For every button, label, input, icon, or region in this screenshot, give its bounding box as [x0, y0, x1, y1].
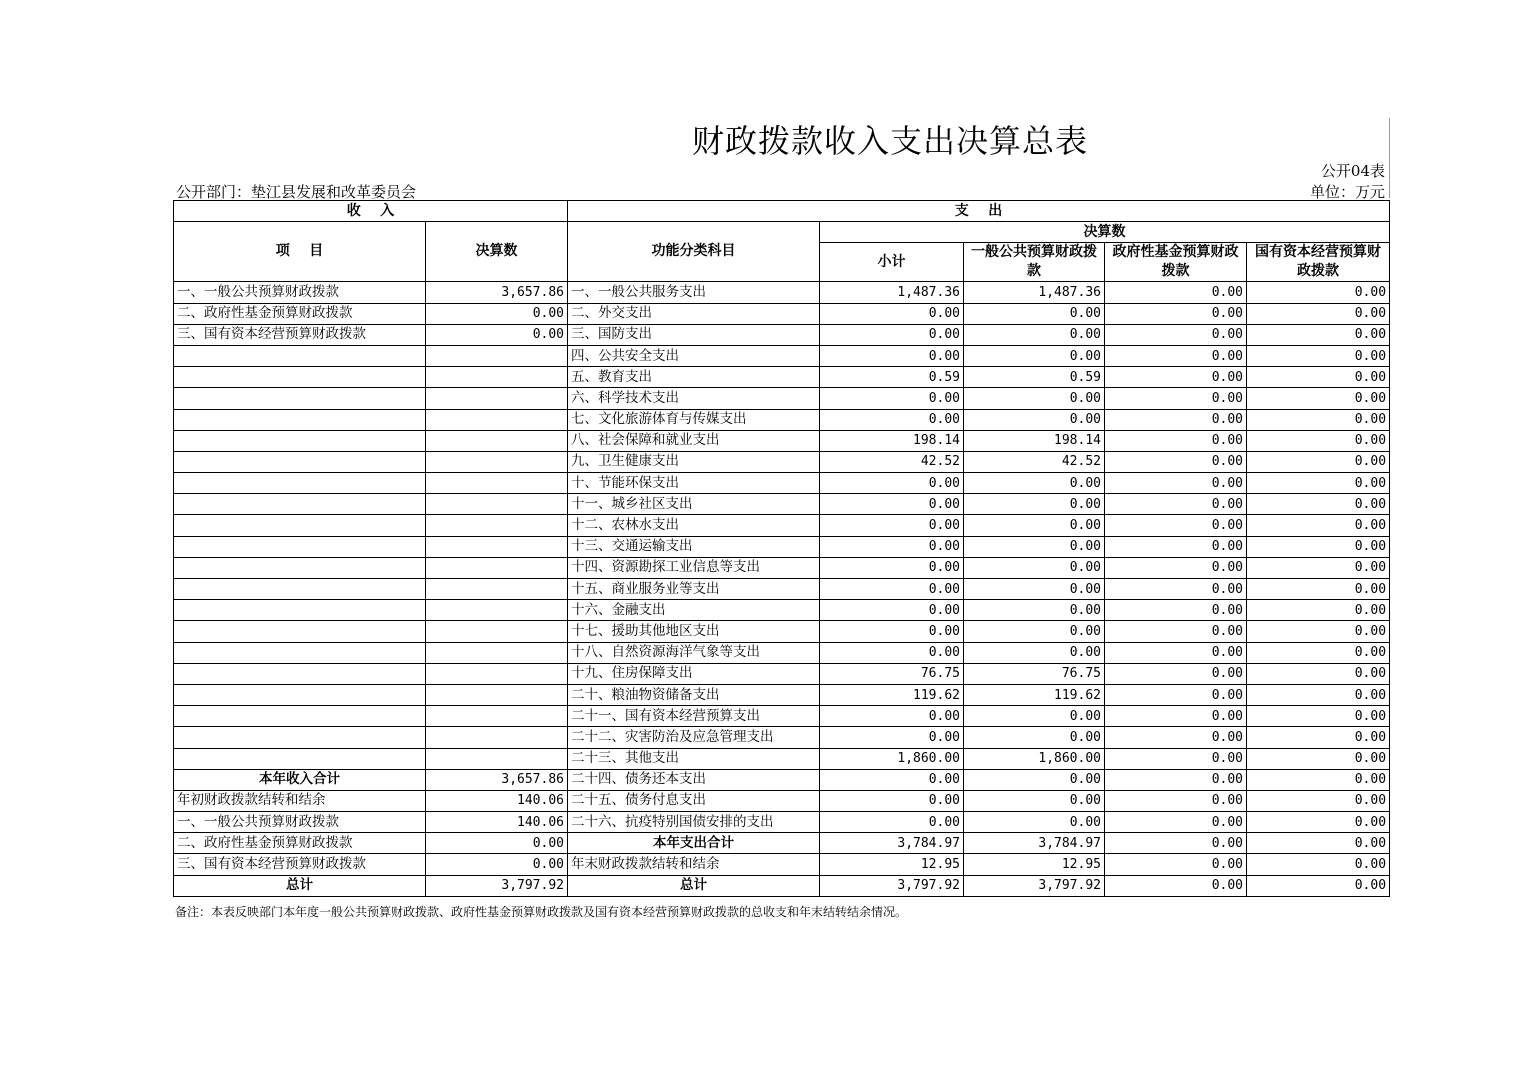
income-amount-cell [426, 515, 568, 536]
state-capital-cell: 0.00 [1247, 557, 1390, 578]
table-row [174, 367, 1390, 388]
func-category-cell: 十三、交通运输支出 [568, 536, 820, 557]
state-capital-cell: 0.00 [1247, 324, 1390, 345]
income-amount-cell [426, 748, 568, 769]
income-amount-header: 决算数 [426, 222, 568, 282]
func-category-cell: 二十一、国有资本经营预算支出 [568, 706, 820, 727]
form-number: 公开04表 [1320, 162, 1385, 180]
general-budget-cell: 3,797.92 [964, 875, 1105, 896]
page-divider-line [1389, 118, 1390, 198]
income-amount-cell [426, 579, 568, 600]
func-category-cell: 二十二、灾害防治及应急管理支出 [568, 727, 820, 748]
general-budget-cell: 0.00 [964, 303, 1105, 324]
table-row [174, 303, 1390, 324]
general-budget-cell: 0.00 [964, 536, 1105, 557]
income-amount-cell [426, 557, 568, 578]
subtotal-cell: 0.00 [820, 473, 964, 494]
table-row [174, 494, 1390, 515]
gov-fund-cell: 0.00 [1105, 494, 1247, 515]
gov-fund-cell: 0.00 [1105, 621, 1247, 642]
state-capital-cell: 0.00 [1247, 812, 1390, 833]
subtotal-cell: 0.00 [820, 621, 964, 642]
state-capital-cell: 0.00 [1247, 684, 1390, 705]
subtotal-cell: 0.00 [820, 579, 964, 600]
subtotal-cell: 0.00 [820, 727, 964, 748]
func-category-cell: 五、教育支出 [568, 367, 820, 388]
income-amount-cell: 3,657.86 [426, 282, 568, 303]
income-item-cell: 一、一般公共预算财政拨款 [174, 812, 426, 833]
income-amount-cell [426, 600, 568, 621]
subtotal-cell: 198.14 [820, 430, 964, 451]
general-budget-cell: 3,784.97 [964, 833, 1105, 854]
income-amount-cell [426, 706, 568, 727]
func-category-cell: 十一、城乡社区支出 [568, 494, 820, 515]
table-row [174, 451, 1390, 472]
general-budget-cell: 0.00 [964, 557, 1105, 578]
income-amount-cell: 0.00 [426, 854, 568, 875]
income-amount-cell [426, 642, 568, 663]
budget-table [173, 200, 1390, 897]
income-amount-cell [426, 621, 568, 642]
general-budget-cell: 12.95 [964, 854, 1105, 875]
state-capital-cell: 0.00 [1247, 430, 1390, 451]
func-category-cell: 总计 [568, 875, 820, 896]
income-amount-cell [426, 663, 568, 684]
general-budget-header: 一般公共预算财政拨款 [964, 243, 1105, 282]
table-row [174, 324, 1390, 345]
general-budget-cell: 0.00 [964, 345, 1105, 366]
state-capital-cell: 0.00 [1247, 579, 1390, 600]
general-budget-cell: 0.00 [964, 388, 1105, 409]
state-capital-cell: 0.00 [1247, 621, 1390, 642]
state-capital-cell: 0.00 [1247, 494, 1390, 515]
state-capital-cell: 0.00 [1247, 536, 1390, 557]
table-row [174, 473, 1390, 494]
state-capital-cell: 0.00 [1247, 748, 1390, 769]
gov-fund-cell: 0.00 [1105, 727, 1247, 748]
table-row [174, 684, 1390, 705]
func-category-cell: 六、科学技术支出 [568, 388, 820, 409]
general-budget-cell: 0.59 [964, 367, 1105, 388]
income-item-cell: 三、国有资本经营预算财政拨款 [174, 854, 426, 875]
income-item-cell [174, 409, 426, 430]
table-row [174, 663, 1390, 684]
income-item-cell [174, 557, 426, 578]
subtotal-cell: 0.00 [820, 303, 964, 324]
table-row [174, 790, 1390, 811]
income-item-cell: 一、一般公共预算财政拨款 [174, 282, 426, 303]
gov-fund-cell: 0.00 [1105, 324, 1247, 345]
header-row-2 [174, 222, 1390, 243]
func-category-cell: 十五、商业服务业等支出 [568, 579, 820, 600]
subtotal-cell: 0.00 [820, 600, 964, 621]
table-row [174, 536, 1390, 557]
income-amount-cell [426, 409, 568, 430]
func-category-cell: 十二、农林水支出 [568, 515, 820, 536]
state-capital-cell: 0.00 [1247, 833, 1390, 854]
subtotal-cell: 0.00 [820, 536, 964, 557]
func-category-cell: 二十六、抗疫特别国债安排的支出 [568, 812, 820, 833]
page-title: 财政拨款收入支出决算总表 [691, 122, 1088, 160]
subtotal-cell: 0.00 [820, 769, 964, 790]
gov-fund-cell: 0.00 [1105, 833, 1247, 854]
func-category-cell: 三、国防支出 [568, 324, 820, 345]
subtotal-cell: 42.52 [820, 451, 964, 472]
income-amount-cell [426, 684, 568, 705]
general-budget-cell: 0.00 [964, 812, 1105, 833]
income-amount-cell [426, 473, 568, 494]
income-item-cell: 本年收入合计 [174, 769, 426, 790]
state-capital-cell: 0.00 [1247, 642, 1390, 663]
func-category-cell: 十八、自然资源海洋气象等支出 [568, 642, 820, 663]
subtotal-cell: 0.00 [820, 345, 964, 366]
income-item-cell [174, 345, 426, 366]
state-capital-cell: 0.00 [1247, 706, 1390, 727]
income-amount-cell [426, 345, 568, 366]
general-budget-cell: 76.75 [964, 663, 1105, 684]
income-amount-cell [426, 494, 568, 515]
gov-fund-cell: 0.00 [1105, 812, 1247, 833]
func-category-header: 功能分类科目 [568, 222, 820, 282]
general-budget-cell: 0.00 [964, 790, 1105, 811]
gov-fund-cell: 0.00 [1105, 409, 1247, 430]
state-capital-cell: 0.00 [1247, 367, 1390, 388]
general-budget-cell: 1,860.00 [964, 748, 1105, 769]
subtotal-cell: 0.59 [820, 367, 964, 388]
gov-fund-cell: 0.00 [1105, 345, 1247, 366]
gov-fund-cell: 0.00 [1105, 769, 1247, 790]
income-item-cell [174, 430, 426, 451]
table-row [174, 833, 1390, 854]
general-budget-cell: 119.62 [964, 684, 1105, 705]
general-budget-cell: 0.00 [964, 727, 1105, 748]
general-budget-cell: 198.14 [964, 430, 1105, 451]
income-item-cell [174, 684, 426, 705]
func-category-cell: 二十五、债务付息支出 [568, 790, 820, 811]
income-item-cell [174, 536, 426, 557]
state-capital-cell: 0.00 [1247, 515, 1390, 536]
expense-amount-header: 决算数 [820, 222, 1390, 243]
subtotal-cell: 0.00 [820, 515, 964, 536]
func-category-cell: 九、卫生健康支出 [568, 451, 820, 472]
general-budget-cell: 0.00 [964, 324, 1105, 345]
table-row [174, 557, 1390, 578]
subtotal-header: 小计 [820, 243, 964, 282]
income-amount-cell: 140.06 [426, 790, 568, 811]
gov-fund-cell: 0.00 [1105, 790, 1247, 811]
general-budget-cell: 0.00 [964, 621, 1105, 642]
general-budget-cell: 0.00 [964, 642, 1105, 663]
func-category-cell: 本年支出合计 [568, 833, 820, 854]
state-capital-cell: 0.00 [1247, 790, 1390, 811]
general-budget-cell: 0.00 [964, 706, 1105, 727]
gov-fund-cell: 0.00 [1105, 854, 1247, 875]
header-row-1 [174, 201, 1390, 222]
func-category-cell: 年末财政拨款结转和结余 [568, 854, 820, 875]
income-amount-cell [426, 451, 568, 472]
income-amount-cell [426, 388, 568, 409]
table-row [174, 727, 1390, 748]
state-capital-cell: 0.00 [1247, 282, 1390, 303]
income-item-cell [174, 473, 426, 494]
state-capital-cell: 0.00 [1247, 409, 1390, 430]
table-row [174, 515, 1390, 536]
income-item-cell: 二、政府性基金预算财政拨款 [174, 833, 426, 854]
subtotal-cell: 1,860.00 [820, 748, 964, 769]
subtotal-cell: 0.00 [820, 790, 964, 811]
general-budget-cell: 0.00 [964, 473, 1105, 494]
subtotal-cell: 76.75 [820, 663, 964, 684]
income-amount-cell [426, 430, 568, 451]
gov-fund-cell: 0.00 [1105, 451, 1247, 472]
gov-fund-cell: 0.00 [1105, 557, 1247, 578]
gov-fund-cell: 0.00 [1105, 303, 1247, 324]
gov-fund-cell: 0.00 [1105, 430, 1247, 451]
state-capital-cell: 0.00 [1247, 727, 1390, 748]
general-budget-cell: 0.00 [964, 409, 1105, 430]
gov-fund-cell: 0.00 [1105, 875, 1247, 896]
state-capital-cell: 0.00 [1247, 600, 1390, 621]
state-capital-cell: 0.00 [1247, 769, 1390, 790]
department-label: 公开部门：垫江县发展和改革委员会 [176, 183, 417, 201]
general-budget-cell: 1,487.36 [964, 282, 1105, 303]
table-row [174, 621, 1390, 642]
state-capital-cell: 0.00 [1247, 451, 1390, 472]
general-budget-cell: 0.00 [964, 579, 1105, 600]
func-category-cell: 八、社会保障和就业支出 [568, 430, 820, 451]
func-category-cell: 二、外交支出 [568, 303, 820, 324]
table-row [174, 748, 1390, 769]
func-category-cell: 一、一般公共服务支出 [568, 282, 820, 303]
gov-fund-cell: 0.00 [1105, 473, 1247, 494]
subtotal-cell: 0.00 [820, 706, 964, 727]
subtotal-cell: 0.00 [820, 494, 964, 515]
table-row [174, 854, 1390, 875]
income-item-cell [174, 621, 426, 642]
gov-fund-cell: 0.00 [1105, 706, 1247, 727]
income-amount-cell [426, 536, 568, 557]
func-category-cell: 十四、资源勘探工业信息等支出 [568, 557, 820, 578]
income-item-cell [174, 727, 426, 748]
table-row [174, 875, 1390, 896]
general-budget-cell: 42.52 [964, 451, 1105, 472]
func-category-cell: 十七、援助其他地区支出 [568, 621, 820, 642]
table-row [174, 600, 1390, 621]
state-capital-cell: 0.00 [1247, 473, 1390, 494]
income-item-cell [174, 600, 426, 621]
income-amount-cell: 0.00 [426, 833, 568, 854]
income-item-cell [174, 748, 426, 769]
general-budget-cell: 0.00 [964, 769, 1105, 790]
income-item-cell [174, 579, 426, 600]
gov-fund-cell: 0.00 [1105, 663, 1247, 684]
income-amount-cell: 140.06 [426, 812, 568, 833]
gov-fund-cell: 0.00 [1105, 748, 1247, 769]
subtotal-cell: 119.62 [820, 684, 964, 705]
general-budget-cell: 0.00 [964, 600, 1105, 621]
subtotal-cell: 0.00 [820, 557, 964, 578]
subtotal-cell: 12.95 [820, 854, 964, 875]
income-amount-cell: 0.00 [426, 324, 568, 345]
income-amount-cell: 3,657.86 [426, 769, 568, 790]
gov-fund-cell: 0.00 [1105, 282, 1247, 303]
subtotal-cell: 0.00 [820, 642, 964, 663]
state-capital-cell: 0.00 [1247, 388, 1390, 409]
func-category-cell: 十六、金融支出 [568, 600, 820, 621]
subtotal-cell: 3,797.92 [820, 875, 964, 896]
income-item-cell [174, 515, 426, 536]
table-row [174, 769, 1390, 790]
state-capital-cell: 0.00 [1247, 854, 1390, 875]
income-item-cell: 年初财政拨款结转和结余 [174, 790, 426, 811]
state-capital-cell: 0.00 [1247, 345, 1390, 366]
income-item-cell [174, 451, 426, 472]
table-row [174, 706, 1390, 727]
unit-label: 单位：万元 [1309, 183, 1385, 201]
table-row [174, 579, 1390, 600]
state-capital-cell: 0.00 [1247, 663, 1390, 684]
income-item-cell [174, 494, 426, 515]
table-row [174, 812, 1390, 833]
gov-fund-cell: 0.00 [1105, 600, 1247, 621]
income-amount-cell: 3,797.92 [426, 875, 568, 896]
income-header: 收 入 [174, 201, 568, 222]
table-body [174, 201, 1390, 897]
item-header: 项 目 [174, 222, 426, 282]
subtotal-cell: 0.00 [820, 388, 964, 409]
subtotal-cell: 0.00 [820, 324, 964, 345]
income-item-cell [174, 367, 426, 388]
income-amount-cell [426, 727, 568, 748]
income-item-cell [174, 706, 426, 727]
state-capital-cell: 0.00 [1247, 875, 1390, 896]
gov-fund-cell: 0.00 [1105, 515, 1247, 536]
table-row [174, 430, 1390, 451]
func-category-cell: 十九、住房保障支出 [568, 663, 820, 684]
func-category-cell: 二十三、其他支出 [568, 748, 820, 769]
subtotal-cell: 0.00 [820, 409, 964, 430]
gov-fund-cell: 0.00 [1105, 367, 1247, 388]
func-category-cell: 二十、粮油物资储备支出 [568, 684, 820, 705]
income-item-cell: 三、国有资本经营预算财政拨款 [174, 324, 426, 345]
income-amount-cell [426, 367, 568, 388]
func-category-cell: 四、公共安全支出 [568, 345, 820, 366]
subtotal-cell: 0.00 [820, 812, 964, 833]
footnote: 备注：本表反映部门本年度一般公共预算财政拨款、政府性基金预算财政拨款及国有资本经营预算财政拨款的总收支和年末结转结余情况。 [175, 905, 908, 919]
gov-fund-cell: 0.00 [1105, 536, 1247, 557]
func-category-cell: 二十四、债务还本支出 [568, 769, 820, 790]
func-category-cell: 十、节能环保支出 [568, 473, 820, 494]
income-amount-cell: 0.00 [426, 303, 568, 324]
subtotal-cell: 3,784.97 [820, 833, 964, 854]
income-item-cell: 总计 [174, 875, 426, 896]
subtotal-cell: 1,487.36 [820, 282, 964, 303]
func-category-cell: 七、文化旅游体育与传媒支出 [568, 409, 820, 430]
general-budget-cell: 0.00 [964, 515, 1105, 536]
table-row [174, 409, 1390, 430]
table-row [174, 282, 1390, 303]
income-item-cell: 二、政府性基金预算财政拨款 [174, 303, 426, 324]
gov-fund-cell: 0.00 [1105, 684, 1247, 705]
income-item-cell [174, 642, 426, 663]
income-item-cell [174, 663, 426, 684]
state-capital-cell: 0.00 [1247, 303, 1390, 324]
table-row [174, 345, 1390, 366]
gov-fund-header: 政府性基金预算财政拨款 [1105, 243, 1247, 282]
gov-fund-cell: 0.00 [1105, 642, 1247, 663]
income-item-cell [174, 388, 426, 409]
table-row [174, 642, 1390, 663]
expense-header: 支 出 [568, 201, 1390, 222]
table-row [174, 388, 1390, 409]
gov-fund-cell: 0.00 [1105, 579, 1247, 600]
state-capital-header: 国有资本经营预算财政拨款 [1247, 243, 1390, 282]
gov-fund-cell: 0.00 [1105, 388, 1247, 409]
general-budget-cell: 0.00 [964, 494, 1105, 515]
